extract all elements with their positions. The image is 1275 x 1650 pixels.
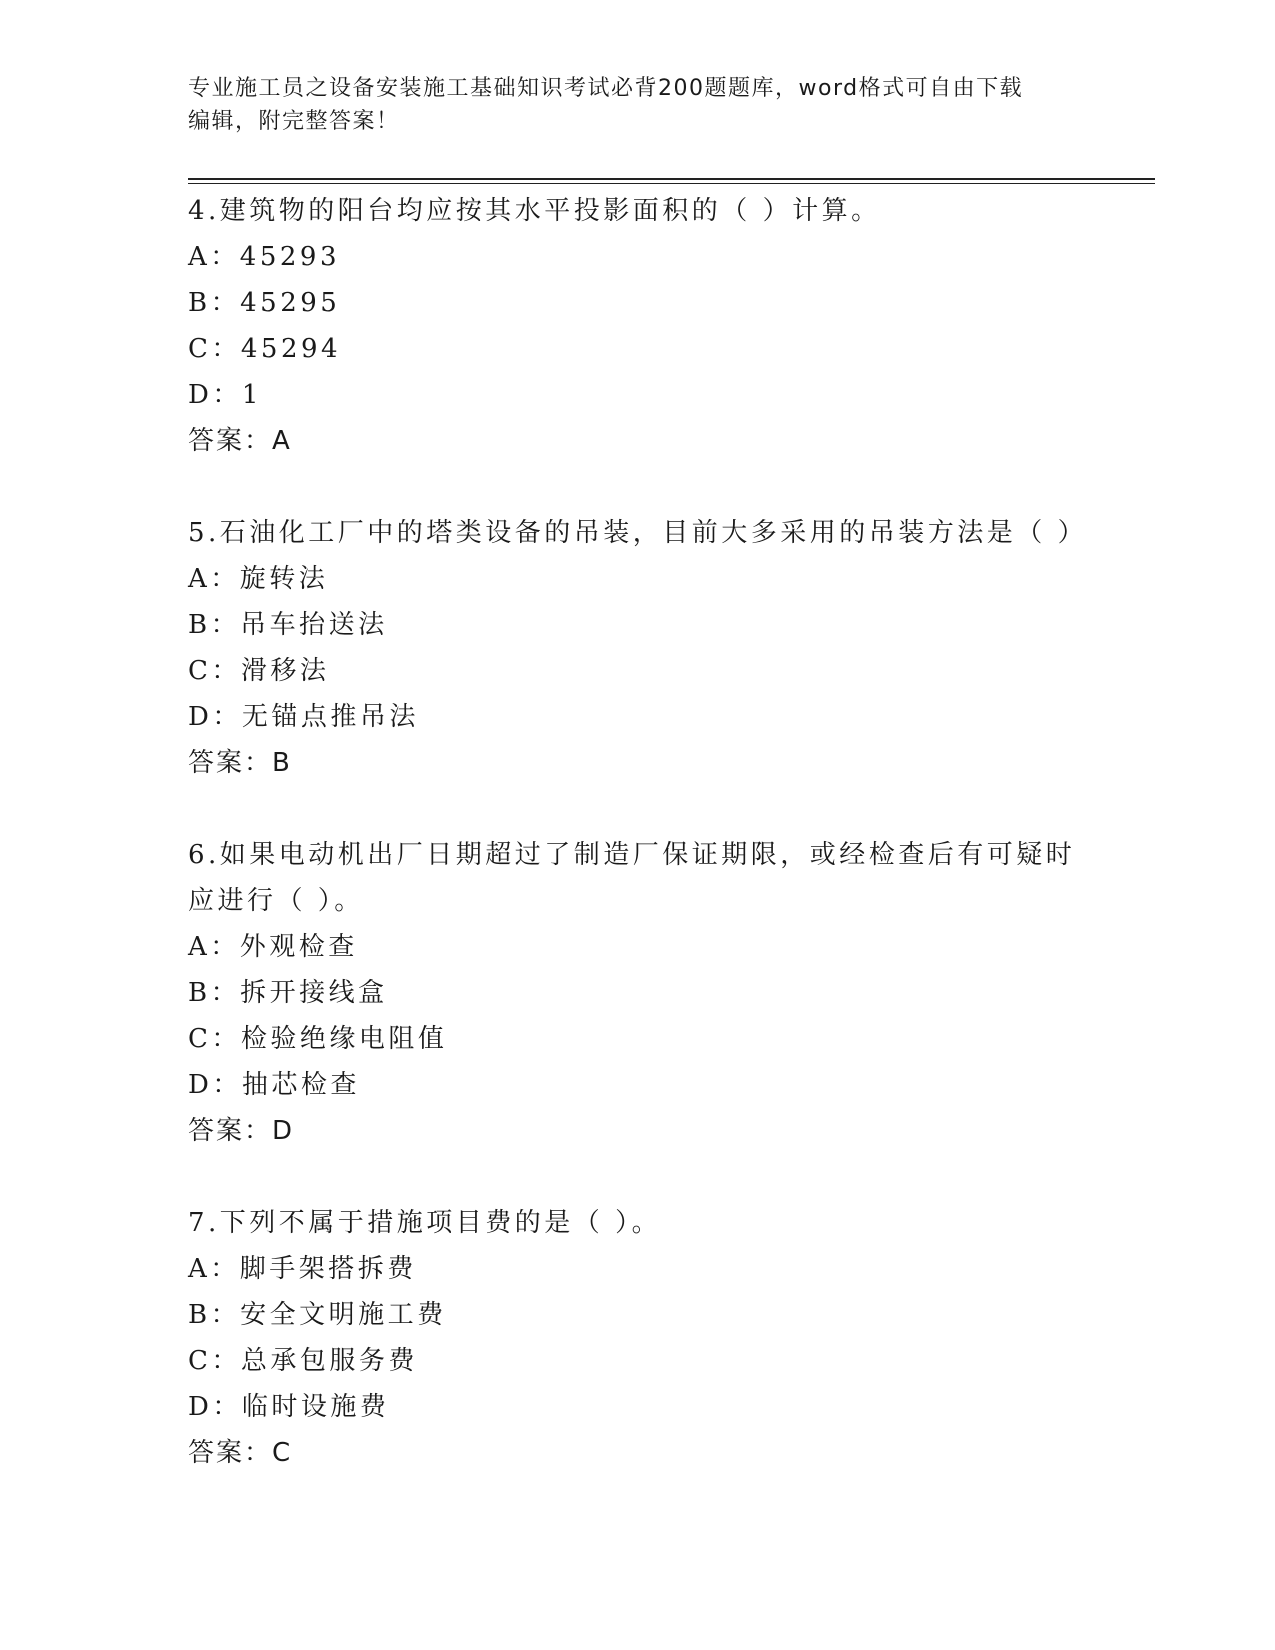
option-a: A：外观检查: [188, 932, 358, 962]
header-divider-thick: [188, 178, 1155, 180]
document-header: [188, 72, 1088, 138]
answer-line: 答案：A: [188, 426, 292, 456]
option-d: D：抽芯检查: [188, 1070, 360, 1100]
option-c: C：45294: [188, 334, 342, 364]
question-7: [188, 1200, 1088, 1476]
option-b: B：吊车抬送法: [188, 610, 388, 640]
question-stem: 4.建筑物的阳台均应按其水平投影面积的（ ）计算。: [188, 196, 881, 226]
option-d: D：无锚点推吊法: [188, 702, 419, 732]
header-title-line1: 专业施工员之设备安装施工基础知识考试必背200题题库，word格式可自由下载: [188, 76, 1024, 101]
spacer: [188, 786, 1088, 832]
question-stem: 5.石油化工厂中的塔类设备的吊装，目前大多采用的吊装方法是（ ）: [188, 518, 1088, 548]
option-a: A：脚手架搭拆费: [188, 1254, 417, 1284]
option-a: A：45293: [188, 242, 340, 272]
option-d: D：1: [188, 380, 262, 410]
question-6: [188, 832, 1088, 1154]
option-a: A：旋转法: [188, 564, 329, 594]
option-b: B：安全文明施工费: [188, 1300, 447, 1330]
answer-line: 答案：B: [188, 748, 292, 778]
header-title-line2: 编辑，附完整答案！: [188, 109, 400, 134]
answer-line: 答案：D: [188, 1116, 295, 1146]
option-d: D：临时设施费: [188, 1392, 390, 1422]
question-5: [188, 510, 1088, 786]
question-4: [188, 188, 1088, 464]
question-stem: 7.下列不属于措施项目费的是（ ）。: [188, 1208, 662, 1238]
option-b: B：拆开接线盒: [188, 978, 388, 1008]
header-divider-thin: [188, 183, 1155, 184]
spacer: [188, 1154, 1088, 1200]
option-b: B：45295: [188, 288, 341, 318]
option-c: C：滑移法: [188, 656, 330, 686]
option-c: C：总承包服务费: [188, 1346, 418, 1376]
spacer: [188, 464, 1088, 510]
answer-line: 答案：C: [188, 1438, 293, 1468]
question-list: [188, 188, 1088, 1476]
question-stem: 6.如果电动机出厂日期超过了制造厂保证期限，或经检查后有可疑时: [188, 840, 1076, 870]
option-c: C：检验绝缘电阻值: [188, 1024, 448, 1054]
question-stem-continued: 应进行（ ）。: [188, 886, 364, 916]
